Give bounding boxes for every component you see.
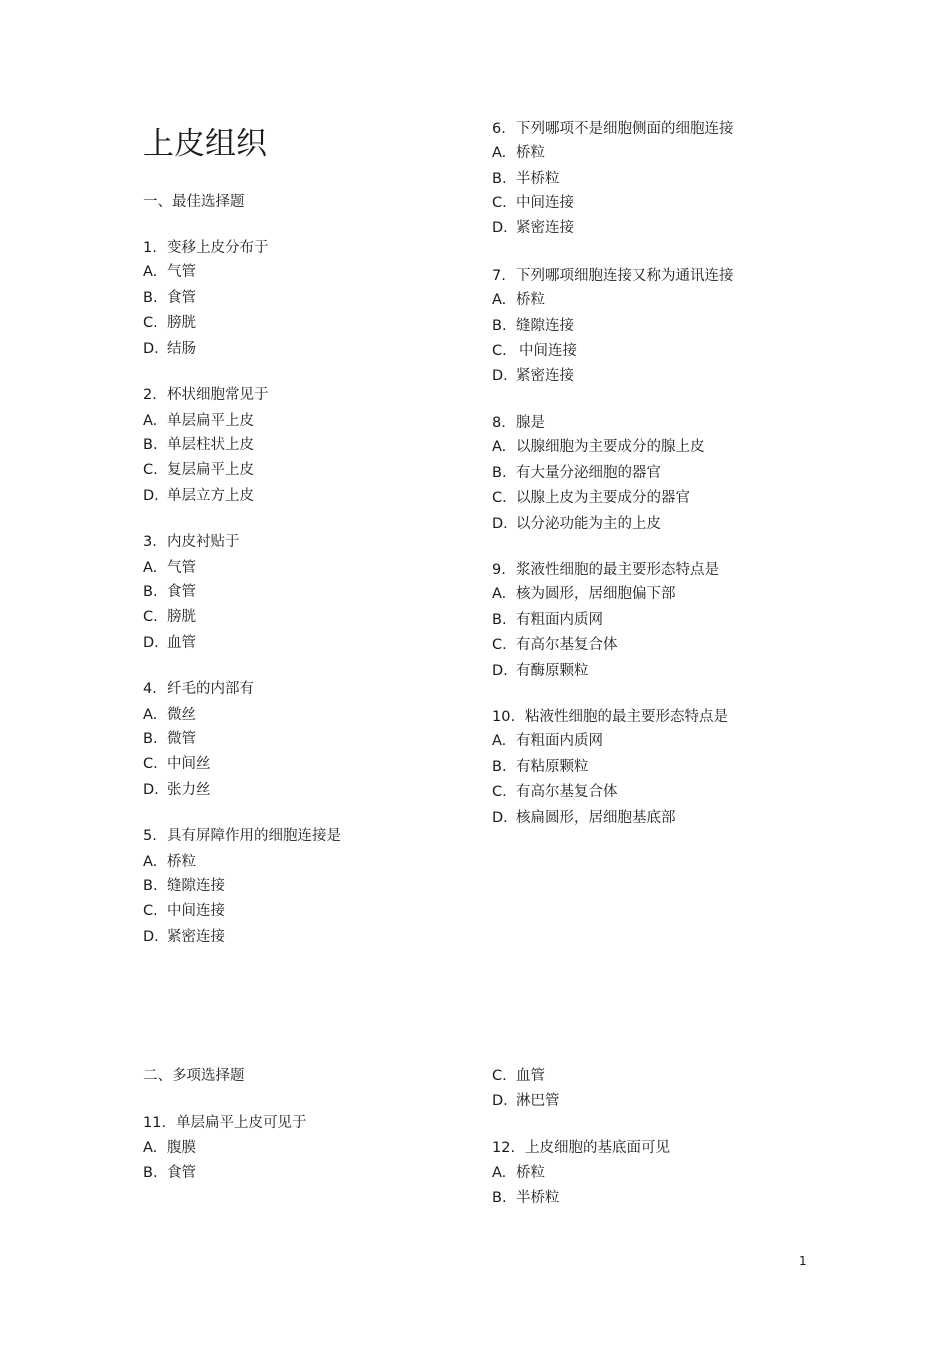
- option-letter: B.: [143, 437, 158, 453]
- question-number: 12.: [492, 1140, 516, 1156]
- option-5c: [143, 900, 225, 922]
- option-3b: [143, 581, 196, 603]
- option-9d: [492, 660, 589, 682]
- option-text: 腹膜: [167, 1140, 196, 1156]
- option-letter: C.: [492, 1068, 507, 1084]
- option-text: 以腺细胞为主要成分的腺上皮: [516, 439, 705, 455]
- option-12b: [492, 1187, 560, 1209]
- option-3a: [143, 557, 196, 579]
- option-text: 有高尔基复合体: [516, 784, 618, 800]
- option-letter: D.: [492, 516, 508, 532]
- option-text: 核为圆形，居细胞偏下部: [516, 586, 676, 602]
- question-text: 粘液性细胞的最主要形态特点是: [525, 709, 728, 725]
- option-2a: [143, 410, 254, 432]
- question-number: 1.: [143, 240, 157, 256]
- option-10d: [492, 807, 676, 829]
- option-10a: [492, 730, 603, 752]
- option-letter: A.: [143, 264, 158, 280]
- option-letter: A.: [492, 292, 507, 308]
- page-title: 上皮组织: [143, 126, 267, 162]
- option-letter: D.: [492, 220, 508, 236]
- option-letter: A.: [492, 586, 507, 602]
- question-6: [492, 118, 734, 140]
- option-3d: [143, 632, 196, 654]
- option-letter: C.: [492, 343, 507, 359]
- option-text: 有大量分泌细胞的器官: [516, 465, 661, 481]
- question-text: 纤毛的内部有: [167, 681, 254, 697]
- question-number: 6.: [492, 121, 506, 137]
- option-letter: B.: [492, 318, 507, 334]
- question-text: 内皮衬贴于: [167, 534, 240, 550]
- option-letter: C.: [492, 637, 507, 653]
- option-text: 淋巴管: [516, 1093, 560, 1109]
- option-letter: B.: [492, 171, 507, 187]
- option-1a: [143, 261, 196, 283]
- option-text: 紧密连接: [516, 368, 574, 384]
- option-text: 以腺上皮为主要成分的器官: [516, 490, 690, 506]
- option-11d: [492, 1090, 560, 1112]
- question-4: [143, 678, 254, 700]
- option-10b: [492, 756, 589, 778]
- option-text: 桥粒: [516, 1165, 545, 1181]
- option-letter: D.: [492, 810, 508, 826]
- option-5b: [143, 875, 225, 897]
- option-text: 张力丝: [167, 782, 211, 798]
- question-8: [492, 412, 545, 434]
- option-7c: [492, 340, 577, 362]
- option-11a: [143, 1137, 196, 1159]
- option-6c: [492, 192, 574, 214]
- option-5d: [143, 926, 225, 948]
- option-8d: [492, 513, 661, 535]
- question-text: 杯状细胞常见于: [167, 387, 269, 403]
- option-1d: [143, 338, 196, 360]
- option-letter: A.: [492, 439, 507, 455]
- option-text: 中间连接: [519, 343, 577, 359]
- option-letter: B.: [143, 1165, 158, 1181]
- option-text: 食管: [167, 1165, 196, 1181]
- option-letter: A.: [143, 413, 158, 429]
- option-text: 核扁圆形，居细胞基底部: [516, 810, 676, 826]
- option-text: 有粗面内质网: [516, 612, 603, 628]
- question-9: [492, 559, 719, 581]
- option-text: 半桥粒: [516, 171, 560, 187]
- option-4a: [143, 704, 196, 726]
- option-text: 紧密连接: [167, 929, 225, 945]
- question-number: 2.: [143, 387, 157, 403]
- option-10c: [492, 781, 618, 803]
- option-letter: B.: [143, 290, 158, 306]
- option-text: 复层扁平上皮: [167, 462, 254, 478]
- option-12a: [492, 1162, 545, 1184]
- option-letter: D.: [143, 929, 159, 945]
- option-letter: C.: [143, 903, 158, 919]
- option-8c: [492, 487, 690, 509]
- option-letter: A.: [492, 1165, 507, 1181]
- option-1c: [143, 312, 196, 334]
- option-letter: B.: [492, 1190, 507, 1206]
- option-3c: [143, 606, 196, 628]
- option-4d: [143, 779, 211, 801]
- question-1: [143, 237, 269, 259]
- option-text: 缝隙连接: [167, 878, 225, 894]
- section-heading-multiple-choice: 二、多项选择题: [143, 1068, 245, 1084]
- option-2b: [143, 434, 254, 456]
- section-heading-single-choice: 一、最佳选择题: [143, 194, 245, 210]
- option-9c: [492, 634, 618, 656]
- option-letter: D.: [492, 663, 508, 679]
- option-text: 有高尔基复合体: [516, 637, 618, 653]
- question-number: 9.: [492, 562, 506, 578]
- question-text: 具有屏障作用的细胞连接是: [167, 828, 341, 844]
- option-9b: [492, 609, 603, 631]
- option-text: 中间连接: [516, 195, 574, 211]
- option-letter: D.: [143, 341, 159, 357]
- option-text: 有粘原颗粒: [516, 759, 589, 775]
- question-11: [143, 1112, 307, 1134]
- option-text: 气管: [167, 560, 196, 576]
- page-number: 1: [799, 1254, 807, 1268]
- question-number: 7.: [492, 268, 506, 284]
- option-letter: D.: [492, 1093, 508, 1109]
- option-letter: B.: [143, 731, 158, 747]
- option-text: 单层柱状上皮: [167, 437, 254, 453]
- option-text: 食管: [167, 290, 196, 306]
- option-letter: A.: [143, 854, 158, 870]
- option-letter: B.: [492, 759, 507, 775]
- option-text: 桥粒: [516, 292, 545, 308]
- question-5: [143, 825, 341, 847]
- option-letter: C.: [492, 195, 507, 211]
- option-9a: [492, 583, 676, 605]
- option-letter: A.: [143, 1140, 158, 1156]
- option-text: 结肠: [167, 341, 196, 357]
- question-text: 浆液性细胞的最主要形态特点是: [516, 562, 719, 578]
- option-text: 膀胱: [167, 609, 196, 625]
- option-letter: C.: [492, 784, 507, 800]
- question-text: 下列哪项细胞连接又称为通讯连接: [516, 268, 734, 284]
- question-3: [143, 531, 240, 553]
- option-letter: D.: [143, 488, 159, 504]
- option-text: 膀胱: [167, 315, 196, 331]
- option-letter: A.: [143, 707, 158, 723]
- option-11c: [492, 1065, 545, 1087]
- option-text: 桥粒: [167, 854, 196, 870]
- question-number: 8.: [492, 415, 506, 431]
- option-text: 中间丝: [167, 756, 211, 772]
- question-number: 5.: [143, 828, 157, 844]
- option-1b: [143, 287, 196, 309]
- option-text: 单层扁平上皮: [167, 413, 254, 429]
- option-text: 以分泌功能为主的上皮: [516, 516, 661, 532]
- option-5a: [143, 851, 196, 873]
- question-2: [143, 384, 269, 406]
- option-8a: [492, 436, 705, 458]
- option-text: 微管: [167, 731, 196, 747]
- option-letter: A.: [143, 560, 158, 576]
- option-letter: D.: [143, 782, 159, 798]
- option-text: 半桥粒: [516, 1190, 560, 1206]
- option-7b: [492, 315, 574, 337]
- option-letter: C.: [143, 609, 158, 625]
- option-letter: B.: [143, 878, 158, 894]
- option-text: 有酶原颗粒: [516, 663, 589, 679]
- option-letter: C.: [143, 462, 158, 478]
- option-letter: D.: [143, 635, 159, 651]
- question-text: 下列哪项不是细胞侧面的细胞连接: [516, 121, 734, 137]
- question-7: [492, 265, 734, 287]
- option-2d: [143, 485, 254, 507]
- option-4b: [143, 728, 196, 750]
- option-7d: [492, 365, 574, 387]
- option-6d: [492, 217, 574, 239]
- question-text: 上皮细胞的基底面可见: [525, 1140, 670, 1156]
- option-letter: C.: [492, 490, 507, 506]
- question-number: 4.: [143, 681, 157, 697]
- option-4c: [143, 753, 211, 775]
- option-7a: [492, 289, 545, 311]
- option-text: 单层立方上皮: [167, 488, 254, 504]
- option-text: 紧密连接: [516, 220, 574, 236]
- question-text: 腺是: [516, 415, 545, 431]
- option-text: 缝隙连接: [516, 318, 574, 334]
- option-letter: B.: [143, 584, 158, 600]
- question-10: [492, 706, 728, 728]
- option-letter: A.: [492, 145, 507, 161]
- question-number: 11.: [143, 1115, 167, 1131]
- option-6a: [492, 142, 545, 164]
- option-letter: B.: [492, 612, 507, 628]
- question-text: 单层扁平上皮可见于: [176, 1115, 307, 1131]
- option-text: 气管: [167, 264, 196, 280]
- question-text: 变移上皮分布于: [167, 240, 269, 256]
- question-number: 10.: [492, 709, 516, 725]
- option-letter: D.: [492, 368, 508, 384]
- option-letter: B.: [492, 465, 507, 481]
- question-12: [492, 1137, 670, 1159]
- question-number: 3.: [143, 534, 157, 550]
- option-text: 中间连接: [167, 903, 225, 919]
- option-8b: [492, 462, 661, 484]
- option-6b: [492, 168, 560, 190]
- option-2c: [143, 459, 254, 481]
- option-text: 血管: [167, 635, 196, 651]
- option-letter: A.: [492, 733, 507, 749]
- option-11b: [143, 1162, 196, 1184]
- option-letter: C.: [143, 756, 158, 772]
- option-letter: C.: [143, 315, 158, 331]
- option-text: 有粗面内质网: [516, 733, 603, 749]
- option-text: 桥粒: [516, 145, 545, 161]
- option-text: 食管: [167, 584, 196, 600]
- option-text: 血管: [516, 1068, 545, 1084]
- option-text: 微丝: [167, 707, 196, 723]
